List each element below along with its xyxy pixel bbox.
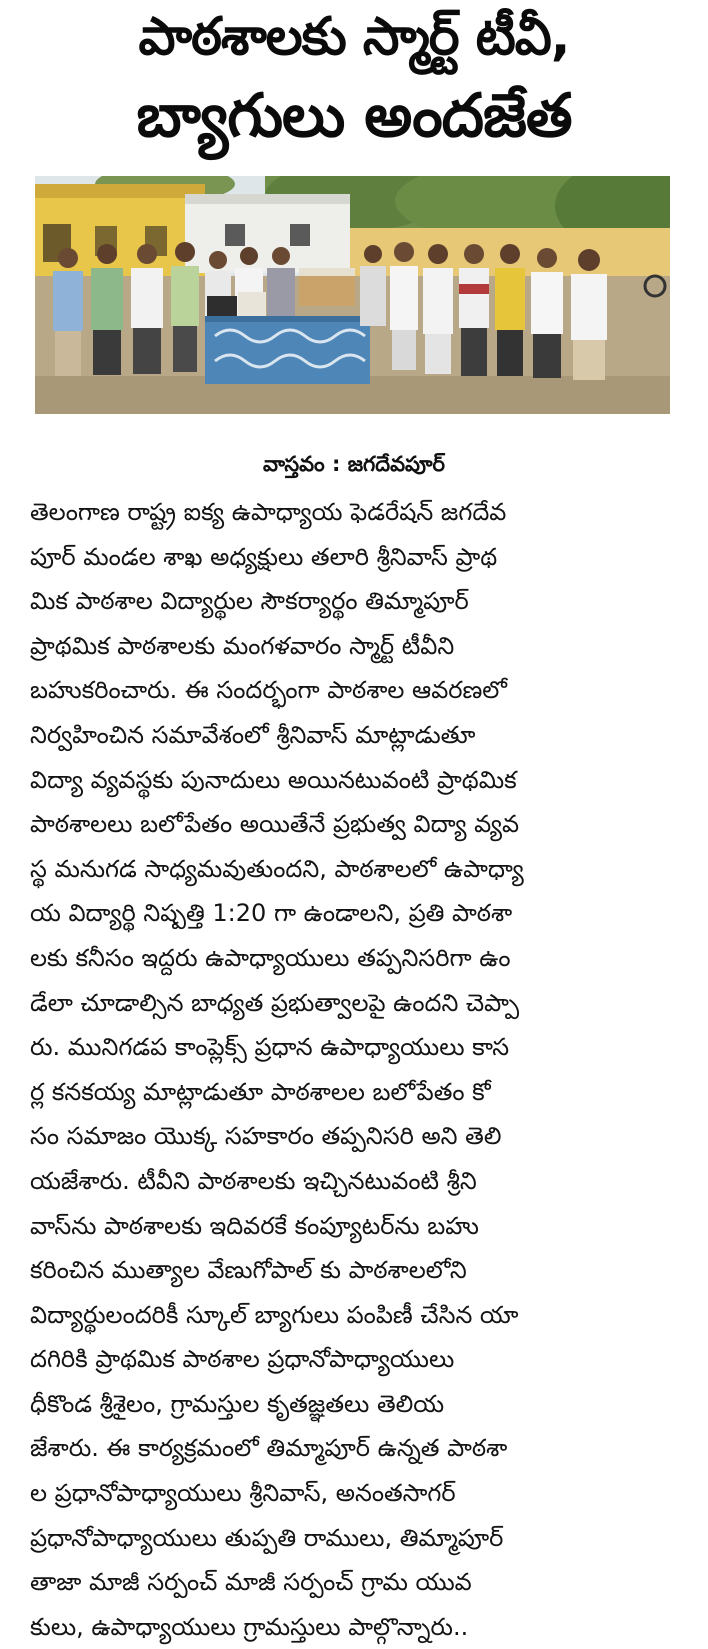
news-photo bbox=[35, 176, 670, 414]
article-line: బహుకరించారు. ఈ సందర్భంగా పాఠశాల ఆవరణలో bbox=[30, 676, 508, 705]
article-line: స్థ మనుగడ సాధ్యమవుతుందని, పాఠశాలలో ఉపాధ్యా bbox=[30, 854, 524, 883]
article-body bbox=[30, 490, 678, 1649]
article-line: వాస్‌ను పాఠశాలకు ఇదివరకే కంప్యూటర్‌ను బహు bbox=[30, 1211, 479, 1240]
article-line: ధీకొండ శ్రీశైలం, గ్రామస్తుల కృతజ్ఞతలు తెలియ bbox=[30, 1389, 445, 1418]
article-line: జేశారు. ఈ కార్యక్రమంలో తిమ్మాపూర్ ఉన్నత పాఠశా bbox=[30, 1434, 508, 1463]
article-line: కరించిన ముత్యాల వేణుగోపాల్ కు పాఠశాలలోని bbox=[30, 1256, 467, 1285]
dateline: వాస్తవం : జగదేవపూర్ bbox=[263, 452, 445, 476]
article-line: ప్రాథమిక పాఠశాలకు మంగళవారం స్మార్ట్ టీవీని bbox=[30, 631, 455, 660]
article-line: లకు కనీసం ఇద్దరు ఉపాధ్యాయులు తప్పనిసరిగా ఉం bbox=[30, 943, 511, 972]
headline-line-1: పాఠశాలకు స్మార్ట్ టీవీ, bbox=[138, 7, 570, 67]
article-line: కులు, ఉపాధ్యాయులు గ్రామస్తులు పాల్గొన్నారు.. bbox=[30, 1612, 469, 1641]
article-line: సం సమాజం యొక్క సహకారం తప్పనిసరి అని తెలి bbox=[30, 1122, 502, 1151]
article-line: య విద్యార్థి నిష్పత్తి 1:20 గా ఉండాలని, ప్రతి పాఠశా bbox=[30, 899, 513, 928]
article-line: డేలా చూడాల్సిన బాధ్యత ప్రభుత్వాలపై ఉందని చెప్పా bbox=[30, 988, 520, 1017]
article-line: ప్రధానోపాధ్యాయులు తుప్పతి రాములు, తిమ్మాపూర్ bbox=[30, 1523, 504, 1552]
article-line: నిర్వహించిన సమావేశంలో శ్రీనివాస్ మాట్లాడుతూ bbox=[30, 720, 476, 749]
article-line: విద్యా వ్యవస్థకు పునాదులు అయినటువంటి ప్రాథమిక bbox=[30, 765, 517, 794]
article-line: విద్యార్థులందరికీ స్కూల్ బ్యాగులు పంపిణీ చేసిన యా bbox=[30, 1300, 519, 1329]
article-line: మిక పాఠశాల విద్యార్థుల సౌకర్యార్థం తిమ్మాపూర్ bbox=[30, 587, 469, 616]
article-line: రు. మునిగడప కాంప్లెక్స్ ప్రధాన ఉపాధ్యాయులు కాస bbox=[30, 1033, 510, 1062]
article-line: యజేశారు. టీవీని పాఠశాలకు ఇచ్చినటువంటి శ్రీని bbox=[30, 1166, 477, 1195]
article-line: తాజా మాజీ సర్పంచ్ మాజీ సర్పంచ్ గ్రామ యువ bbox=[30, 1568, 472, 1597]
article-line: తెలంగాణ రాష్ట్ర ఐక్య ఉపాధ్యాయ ఫెడరేషన్ జగదేవ bbox=[30, 498, 507, 526]
article-line: పూర్ మండల శాఖ అధ్యక్షులు తలారి శ్రీనివాస్ ప్రాథ bbox=[30, 542, 498, 571]
article-line: ర్ల కనకయ్య మాట్లాడుతూ పాఠశాలల బలోపేతం కో bbox=[30, 1077, 491, 1106]
headline-line-2: బ్యాగులు అందజేత bbox=[136, 81, 572, 151]
article-line: దగిరికి ప్రాథమిక పాఠశాల ప్రధానోపాధ్యాయులు bbox=[30, 1345, 455, 1374]
article-line: ల ప్రధానోపాధ్యాయులు శ్రీనివాస్, అనంతసాగర్ bbox=[30, 1479, 456, 1508]
article-line: పాఠశాలలు బలోపేతం అయితేనే ప్రభుత్వ విద్యా వ్యవ bbox=[30, 810, 520, 839]
